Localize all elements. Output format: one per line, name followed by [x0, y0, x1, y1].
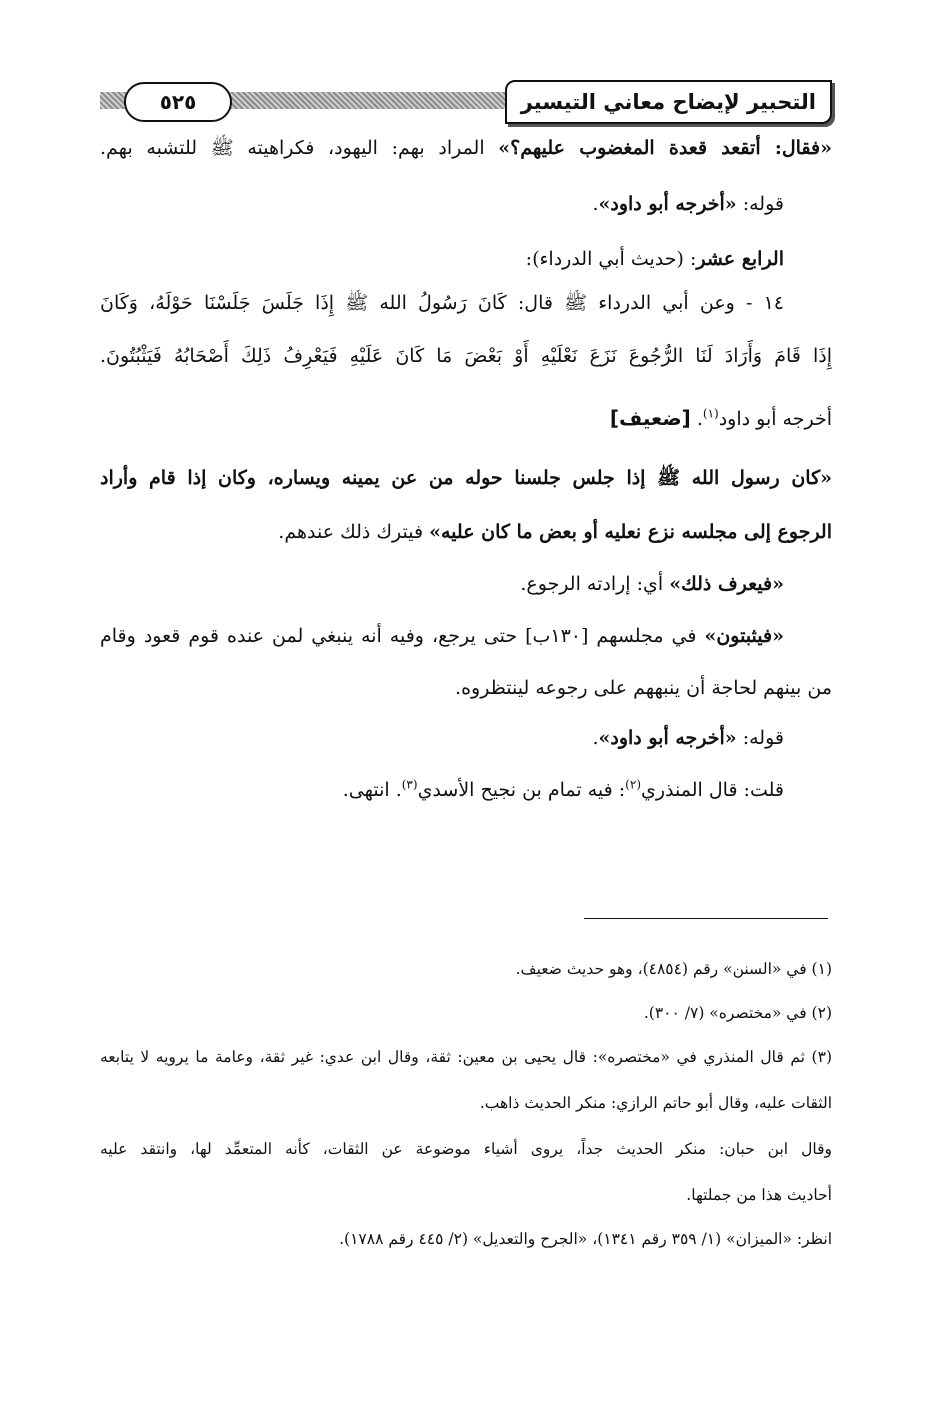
footnote-text: (٢) في «مختصره» (٧/ ٣٠٠). — [643, 1004, 832, 1022]
footnote-1 — [100, 952, 832, 986]
footnote-text: وقال ابن حبان: منكر الحديث جداً، يروى أشياء موضوعة عن الثقات، كأنه المتعمِّد لها، وانتقد عليه — [100, 1140, 832, 1158]
page-number — [124, 82, 232, 122]
quote-bold: «فيثبتون» — [704, 625, 784, 647]
line-text: . انتهى. — [342, 779, 402, 801]
hadith-text: ١٤ - وعن أبي الدرداء ﷺ قال: كَانَ رَسُولُ الله ﷺ إِذَا جَلَسَ جَلَسْنَا حَوْلَهُ، وَكَانَ — [100, 292, 784, 314]
hadith-grade: [ضعيف] — [609, 406, 691, 430]
text-line-12 — [100, 718, 832, 758]
line-text: . — [592, 727, 599, 749]
footnote-separator — [584, 918, 828, 919]
footnote-ref: (٣) — [401, 777, 418, 792]
text-line-1 — [100, 128, 832, 168]
book-title-box — [505, 80, 832, 124]
line-text: فيترك ذلك عندهم. — [278, 521, 430, 543]
footnote-text: الثقات عليه، وقال أبو حاتم الرازي: منكر الحديث ذاهب. — [479, 1094, 832, 1112]
hadith-source-line — [100, 398, 832, 438]
line-text: قلت: قال المنذري — [641, 779, 784, 801]
section-heading — [100, 239, 832, 279]
text-line-2 — [100, 184, 832, 224]
footnote-3-line-1 — [100, 1040, 832, 1074]
quote-bold: «فيعرف ذلك» — [669, 573, 784, 595]
footnote-3-line-3 — [100, 1132, 832, 1166]
line-text: من بينهم لحاجة أن ينبههم على رجوعه لينتظروه. — [455, 677, 832, 699]
book-title: التحبير لإيضاح معاني التيسير — [520, 90, 816, 114]
text-line-10 — [100, 616, 832, 656]
hadith-text: إِذَا قَامَ وَأَرَادَ لَنَا الرُّجُوعَ نَزَعَ نَعْلَيْهِ أَوْ بَعْضَ مَا كَانَ عَلَيْهِ فَيَعْرِفُ ذَلِكَ أَصْحَابُهُ فَيَثْبُتُونَ. — [100, 345, 832, 367]
quote-bold: «أخرجه أبو داود» — [598, 727, 737, 749]
footnote-text: (٣) ثم قال المنذري في «مختصره»: قال يحيى بن معين: ثقة، وقال ابن عدي: غير ثقة، وعامة ما يرويه لا يتابعه — [100, 1048, 832, 1066]
footnote-text: (١) في «السنن» رقم (٤٨٥٤)، وهو حديث ضعيف. — [515, 960, 832, 978]
footnote-3-line-4 — [100, 1178, 832, 1212]
footnote-ref: (١) — [702, 406, 719, 421]
quote-bold: «فقال: أتقعد قعدة المغضوب عليهم؟» — [498, 137, 832, 159]
line-text: . — [592, 193, 599, 215]
section-heading-bold: الرابع عشر — [696, 248, 784, 270]
footnote-3-line-2 — [100, 1086, 832, 1120]
hadith-line-1 — [100, 283, 832, 323]
text-line-11 — [100, 668, 832, 708]
source-dot: . — [690, 408, 703, 430]
text-line-8 — [100, 512, 832, 552]
section-heading-text: : (حديث أبي الدرداء): — [525, 248, 697, 270]
line-text: أي: إرادته الرجوع. — [520, 573, 670, 595]
footnote-text: أحاديث هذا من جملتها. — [686, 1186, 832, 1204]
text-line-7 — [100, 458, 832, 498]
source-text: أخرجه أبو داود — [718, 408, 832, 430]
quote-bold: الرجوع إلى مجلسه نزع نعليه أو بعض ما كان عليه» — [429, 521, 832, 543]
quote-bold: «أخرجه أبو داود» — [598, 193, 737, 215]
footnote-2 — [100, 996, 832, 1030]
hadith-line-2 — [100, 336, 832, 376]
line-text: قوله: — [736, 193, 784, 215]
line-text: قوله: — [736, 727, 784, 749]
footnote-text: انظر: «الميزان» (١/ ٣٥٩ رقم ١٣٤١)، «الجرح والتعديل» (٢/ ٤٤٥ رقم ١٧٨٨). — [339, 1230, 832, 1248]
page-number-text: ٥٢٥ — [159, 90, 197, 114]
footnote-ref: (٢) — [625, 777, 641, 792]
line-text: في مجلسهم [١٣٠ب] حتى يرجع، وفيه أنه ينبغي لمن عنده قوم قعود وقام — [100, 625, 705, 647]
line-text: المراد بهم: اليهود، فكراهيته ﷺ للتشبه بهم. — [100, 137, 499, 159]
text-line-13 — [100, 770, 832, 810]
line-text: : فيه تمام بن نجيح الأسدي — [417, 779, 626, 801]
footnote-3-line-5 — [100, 1222, 832, 1256]
text-line-9 — [100, 564, 832, 604]
quote-bold: «كان رسول الله ﷺ إذا جلس جلسنا حوله من عن يمينه ويساره، وكان إذا قام وأراد — [100, 467, 832, 489]
page-header — [100, 78, 832, 126]
